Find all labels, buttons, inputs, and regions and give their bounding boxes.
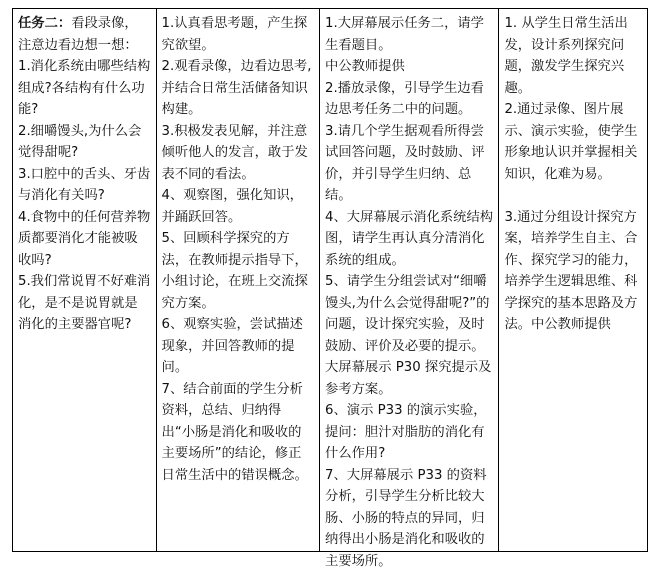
lesson-table: [12, 8, 648, 552]
teacher-activity-3: 3.请几个学生据观看所得尝试回答问题，及时鼓励、评价，并引导学生归纳、总结。: [325, 121, 493, 207]
teacher-activity-1: 1.大屏幕展示任务二，请学生看题目。: [325, 13, 493, 56]
task-title: 任务二：: [18, 16, 71, 31]
column-student-activities: [156, 9, 319, 551]
teacher-activity-7: 7、大屏幕展示 P33 的资料分析，引导学生分析比较大肠、小肠的特点的异同，归纳得出小肠是消化和吸收的主要场所。: [325, 465, 493, 572]
student-activity-5: 5、回顾科学探究的方法，在教师提示指导下，小组讨论，在班上交流探究方案。: [162, 228, 314, 314]
question-4: 4.食物中的任何营养物质都要消化才能被吸收吗?: [18, 207, 151, 272]
column-task-questions: [13, 9, 156, 551]
column-design-intent: [498, 9, 647, 551]
column-teacher-activities: [319, 9, 498, 551]
student-activity-7: 7、结合前面的学生分析资料，总结、归纳得出“小肠是消化和吸收的主要场所”的结论，修正日常生活中的错误概念。: [162, 379, 314, 487]
teacher-activity-6: 6、演示 P33 的演示实验，提问：胆汁对脂肪的消化有什么作用?: [325, 400, 493, 465]
teacher-activity-4: 4、大屏幕展示消化系统结构图，请学生再认真分清消化系统的组成。: [325, 207, 493, 272]
task-intro-text: 看段录像，注意边看边想一想：: [18, 16, 138, 53]
teacher-activity-5: 5、请学生分组尝试对“细嚼馒头,为什么会觉得甜呢?”的问题，设计探究实验，及时鼓励、评价及必要的提示。大屏幕展示 P30 探究提示及参考方案。: [325, 271, 493, 400]
teacher-activity-2: 2.播放录像，引导学生边看边思考任务二中的问题。: [325, 78, 493, 121]
design-intent-2: 2.通过录像、图片展示、演示实验，使学生形象地认识并掌握相关知识，化难为易。: [504, 99, 642, 185]
student-activity-3: 3.积极发表见解，并注意倾听他人的发言，敢于发表不同的看法。: [162, 121, 314, 186]
teacher-provided-note: 中公教师提供: [325, 56, 493, 78]
spacer: [504, 185, 642, 207]
question-3: 3.口腔中的舌头、牙齿与消化有关吗?: [18, 164, 151, 207]
student-activity-2: 2.观看录像，边看边思考,并结合日常生活储备知识构建。: [162, 56, 314, 121]
student-activity-6: 6、观察实验，尝试描述现象，并回答教师的提问。: [162, 314, 314, 379]
question-5: 5.我们常说胃不好难消化，是不是说胃就是消化的主要器官呢?: [18, 271, 151, 336]
design-intent-1: 1. 从学生日常生活出发，设计系列探究问题，激发学生探究兴趣。: [504, 13, 642, 99]
student-activity-1: 1.认真看思考题，产生探究欲望。: [162, 13, 314, 56]
design-intent-3: 3.通过分组设计探究方案，培养学生自主、合作、探究学习的能力，培养学生逻辑思维、科学探究的基本思路及方法。中公教师提供: [504, 207, 642, 336]
student-activity-4: 4、观察图，强化知识，并踊跃回答。: [162, 185, 314, 228]
question-2: 2.细嚼馒头,为什么会觉得甜呢?: [18, 121, 151, 164]
question-1: 1.消化系统由哪些结构组成?各结构有什么功能?: [18, 56, 151, 121]
task-intro: [18, 13, 151, 56]
